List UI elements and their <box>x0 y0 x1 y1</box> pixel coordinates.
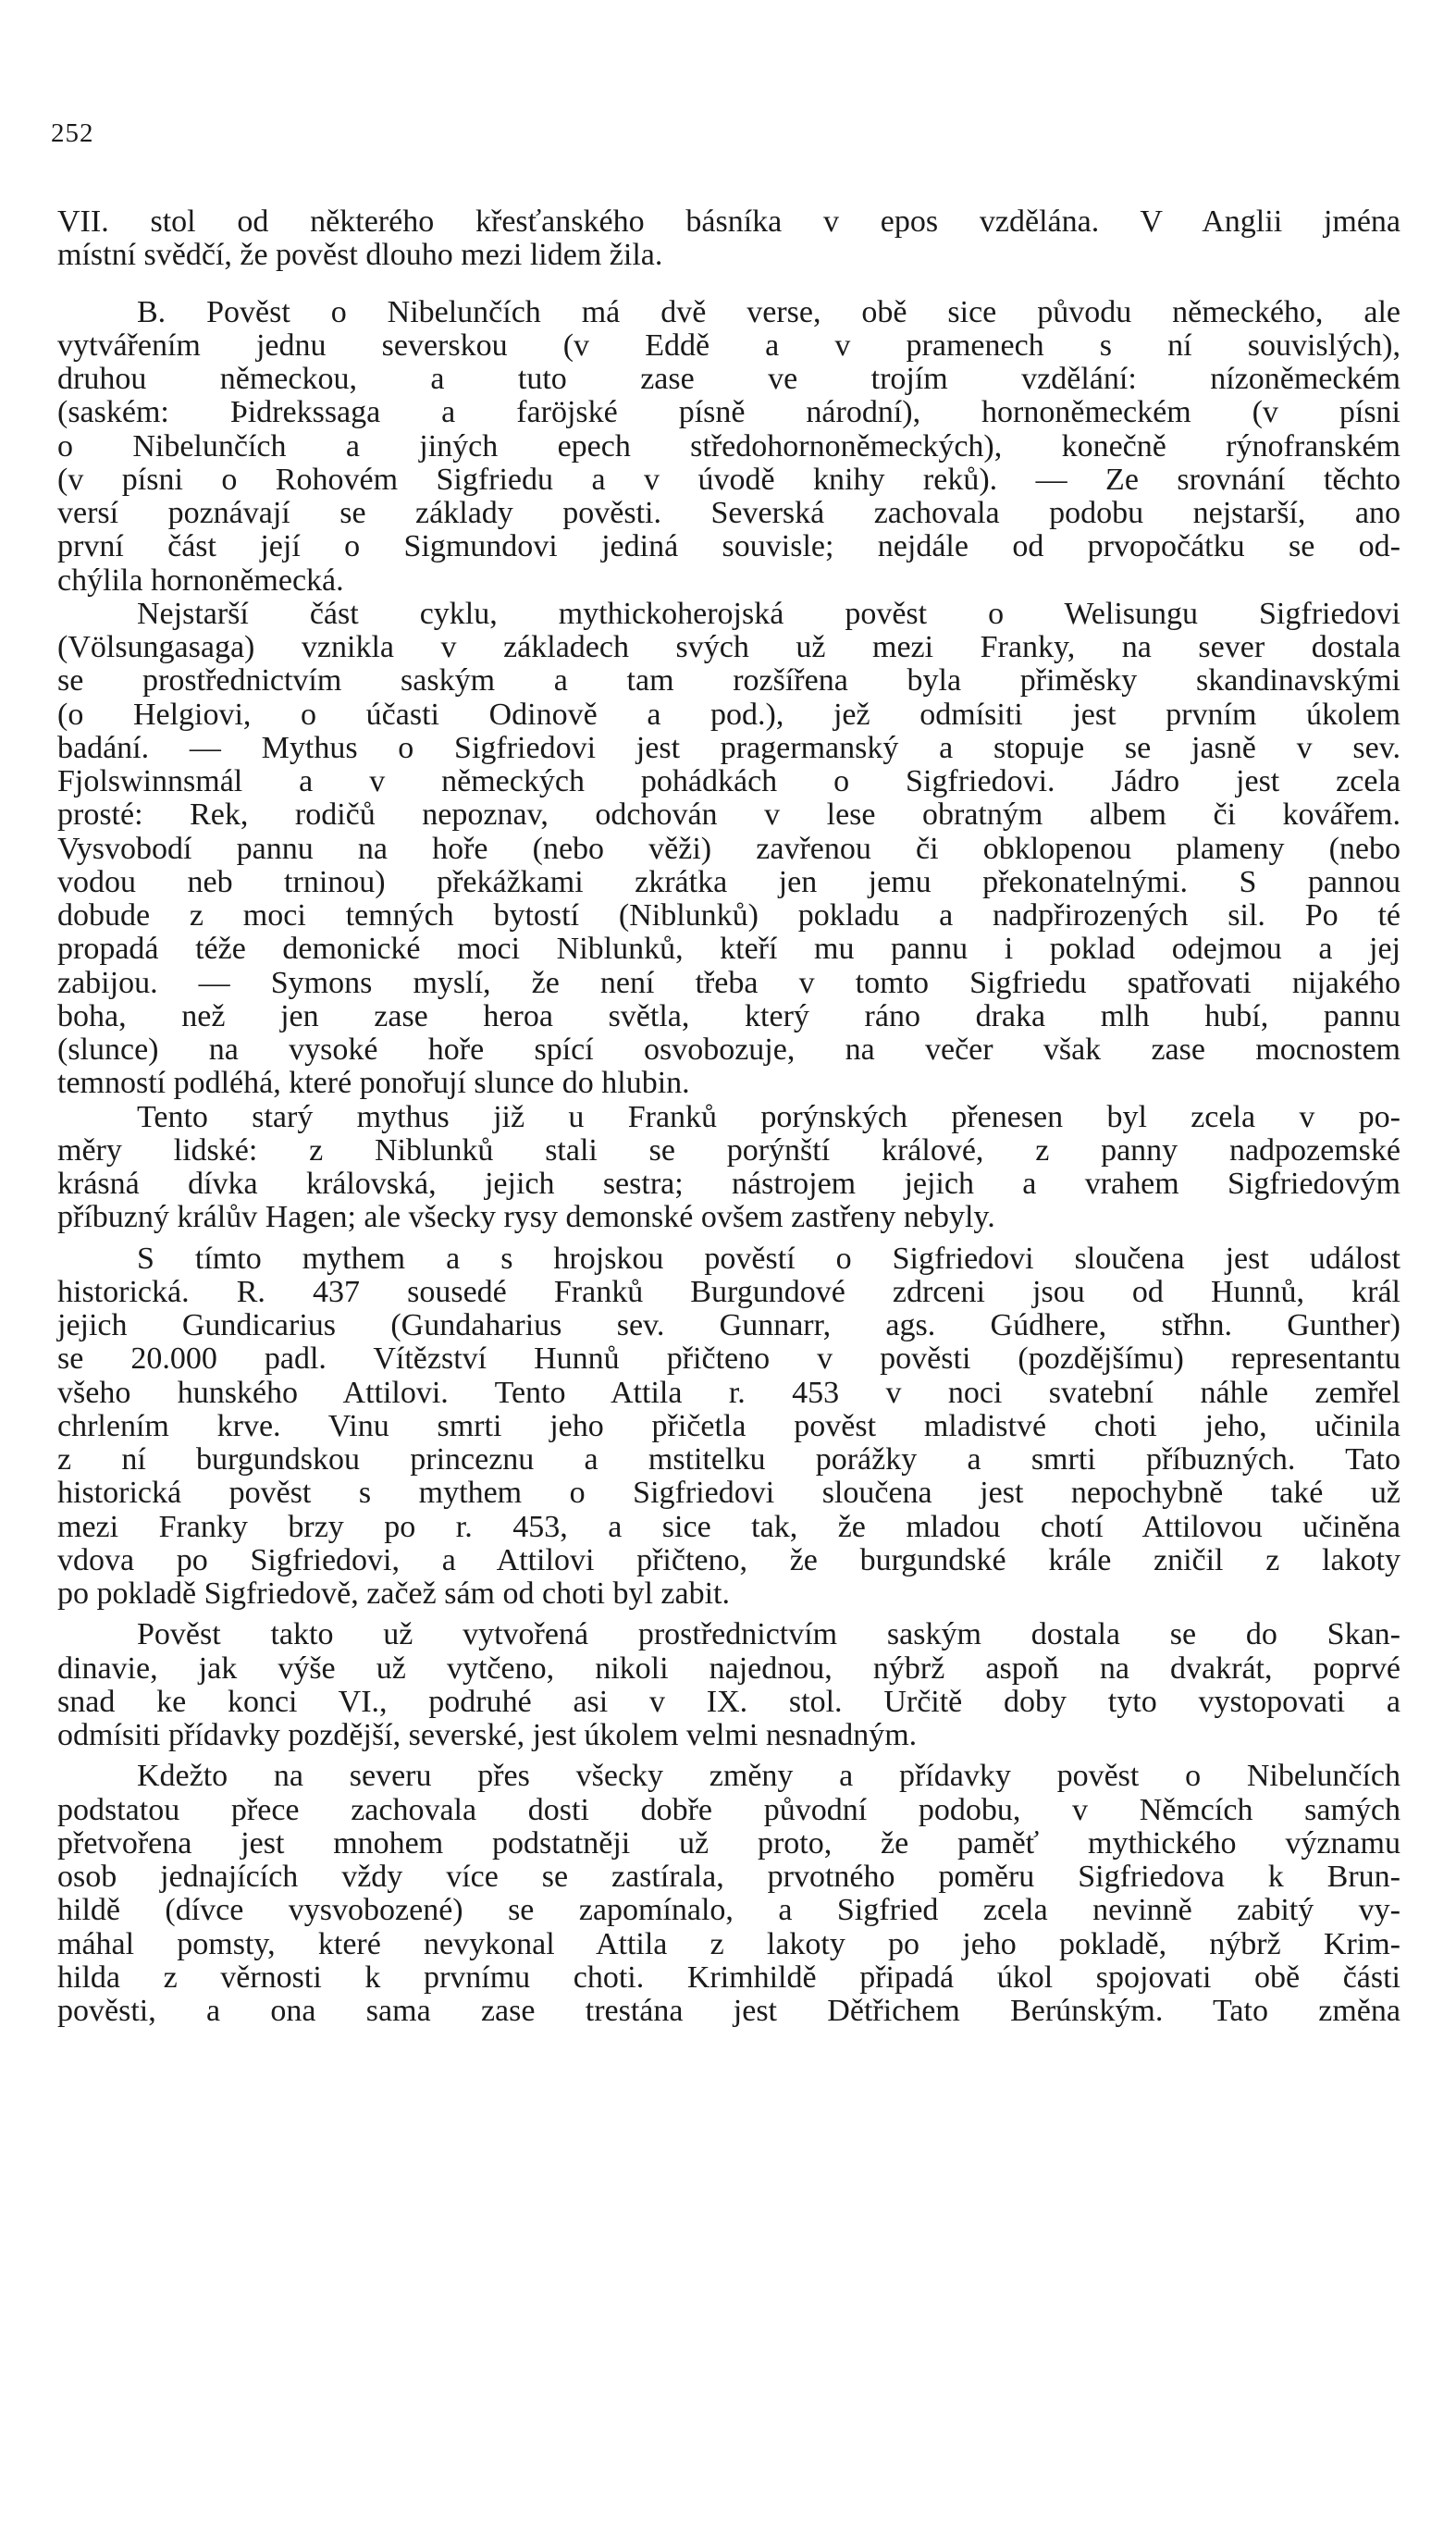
text-body <box>57 205 1400 2028</box>
text-line: temností podléhá, které ponořují slunce do hlubin. <box>57 1066 690 1101</box>
text-line: (saském: Þidrekssaga a faröjské písně národní), hornoněmeckém (v písni <box>57 395 1400 430</box>
text-line: hildě (dívce vysvobozené) se zapomínalo, a Sigfried zcela nevinně zabitý vy- <box>57 1893 1400 1928</box>
text-line: podstatou přece zachovala dosti dobře původní podobu, v Němcích samých <box>57 1792 1400 1827</box>
text-line: všeho hunského Attilovi. Tento Attila r. 453 v noci svatební náhle zemřel <box>57 1375 1400 1410</box>
text-line: vdova po Sigfriedovi, a Attilovi přičteno, že burgundské krále zničil z lakoty <box>57 1542 1400 1577</box>
text-line: vodou neb trninou) překážkami zkrátka jen jemu překonatelnými. S pannou <box>57 864 1400 899</box>
text-line: boha, než jen zase heroa světla, který ráno draka mlh hubí, pannu <box>57 998 1400 1033</box>
text-line: chýlila hornoněmecká. <box>57 563 344 598</box>
text-line: dinavie, jak výše už vytčeno, nikoli najednou, nýbrž aspoň na dvakrát, poprvé <box>57 1650 1400 1686</box>
text-line: Pověst takto už vytvořená prostřednictvím saským dostala se do Skan- <box>137 1617 1400 1652</box>
text-line: z ní burgundskou princeznu a mstitelku porážky a smrti příbuzných. Tato <box>57 1442 1400 1477</box>
text-line: snad ke konci VI., podruhé asi v IX. stol. Určitě doby tyto vystopovati a <box>57 1684 1400 1719</box>
text-line: zabijou. — Symons myslí, že není třeba v tomto Sigfriedu spatřovati nijakého <box>57 965 1400 1000</box>
text-line: Vysvobodí pannu na hoře (nebo věži) zavřenou či obklopenou plameny (nebo <box>57 831 1400 866</box>
text-line: se prostřednictvím saským a tam rozšířena byla přiměsky skandinavskými <box>57 663 1400 698</box>
text-line: přetvořena jest mnohem podstatněji už proto, že paměť mythického významu <box>57 1825 1400 1861</box>
text-line: badání. — Mythus o Sigfriedovi jest pragermanský a stopuje se jasně v sev. <box>57 730 1400 765</box>
text-line: S tímto mythem a s hrojskou pověstí o Sigfriedovi sloučena jest událost <box>137 1241 1400 1276</box>
text-line: osob jednajících vždy více se zastírala, prvotného poměru Sigfriedova k Brun- <box>57 1860 1400 1894</box>
text-line: hilda z věrnosti k prvnímu choti. Krimhildě připadá úkol spojovati obě části <box>57 1959 1400 1995</box>
text-line: odmísiti přídavky pozdější, severské, jest úkolem velmi nesnadným. <box>57 1718 918 1752</box>
text-line: první část její o Sigmundovi jediná souvisle; nejdále od prvopočátku se od- <box>57 529 1400 564</box>
text-line: vytvářením jednu severskou (v Eddě a v pramenech s ní souvislých), <box>57 328 1400 363</box>
text-line: Tento starý mythus již u Franků porýnských přenesen byl zcela v po- <box>137 1099 1400 1134</box>
text-line: B. Pověst o Nibelunčích má dvě verse, obě sice původu německého, ale <box>137 294 1400 329</box>
text-line: prosté: Rek, rodičů nepoznav, odchován v lese obratným albem či kovářem. <box>57 797 1400 833</box>
text-line: máhal pomsty, které nevykonal Attila z lakoty po jeho pokladě, nýbrž Krim- <box>57 1926 1400 1961</box>
text-line: místní svědčí, že pověst dlouho mezi lidem žila. <box>57 238 663 273</box>
text-line: pověsti, a ona sama zase trestána jest Dětřichem Berúnským. Tato změna <box>57 1994 1400 2028</box>
text-line: jejich Gundicarius (Gundaharius sev. Gunnarr, ags. Gúdhere, střhn. Gunther) <box>57 1308 1400 1342</box>
text-line: (v písni o Rohovém Sigfriedu a v úvodě knihy reků). — Ze srovnání těchto <box>57 462 1400 497</box>
text-line: příbuzný králův Hagen; ale všecky rysy demonské ovšem zastřeny nebyly. <box>57 1200 995 1235</box>
text-line: versí poznávají se základy pověsti. Severská zachovala podobu nejstarší, ano <box>57 496 1400 530</box>
text-line: měry lidské: z Niblunků stali se porýnští králové, z panny nadpozemské <box>57 1132 1400 1168</box>
text-line: mezi Franky brzy po r. 453, a sice tak, že mladou chotí Attilovou učiněna <box>57 1509 1400 1544</box>
text-line: krásná dívka královská, jejich sestra; nástrojem jejich a vrahem Sigfriedovým <box>57 1167 1400 1201</box>
text-line: (Völsungasaga) vznikla v základech svých už mezi Franky, na sever dostala <box>57 630 1400 664</box>
page-number: 252 <box>51 118 94 148</box>
text-line: propadá téže demonické moci Niblunků, kteří mu pannu i poklad odejmou a jej <box>57 932 1400 967</box>
text-line: VII. stol od některého křesťanského básníka v epos vzdělána. V Anglii jména <box>57 204 1400 239</box>
text-line: Fjolswinnsmál a v německých pohádkách o Sigfriedovi. Jádro jest zcela <box>57 764 1400 798</box>
text-line: historická. R. 437 sousedé Franků Burgundové zdrceni jsou od Hunnů, král <box>57 1274 1400 1309</box>
text-line: historická pověst s mythem o Sigfriedovi sloučena jest nepochybně také už <box>57 1476 1400 1511</box>
text-line: chrlením krve. Vinu smrti jeho přičetla pověst mladistvé choti jeho, učinila <box>57 1408 1400 1443</box>
text-line: o Nibelunčích a jiných epech středohornoněmeckých), konečně rýnofranském <box>57 428 1400 464</box>
text-line: Nejstarší část cyklu, mythickoherojská pověst o Welisungu Sigfriedovi <box>137 596 1400 631</box>
text-line: druhou německou, a tuto zase ve trojím vzdělání: nízoněmeckém <box>57 362 1400 396</box>
text-line: se 20.000 padl. Vítězství Hunnů přičteno v pověsti (pozdějšímu) representantu <box>57 1341 1400 1377</box>
text-line: (o Helgiovi, o účasti Odinově a pod.), jež odmísiti jest prvním úkolem <box>57 697 1400 732</box>
text-line: po pokladě Sigfriedově, začež sám od choti byl zabit. <box>57 1576 730 1611</box>
text-line: Kdežto na severu přes všecky změny a přídavky pověst o Nibelunčích <box>137 1759 1400 1794</box>
text-line: (slunce) na vysoké hoře spící osvobozuje, na večer však zase mocnostem <box>57 1032 1400 1067</box>
text-line: dobude z moci temných bytostí (Niblunků) pokladu a nadpřirozených sil. Po té <box>57 898 1400 933</box>
